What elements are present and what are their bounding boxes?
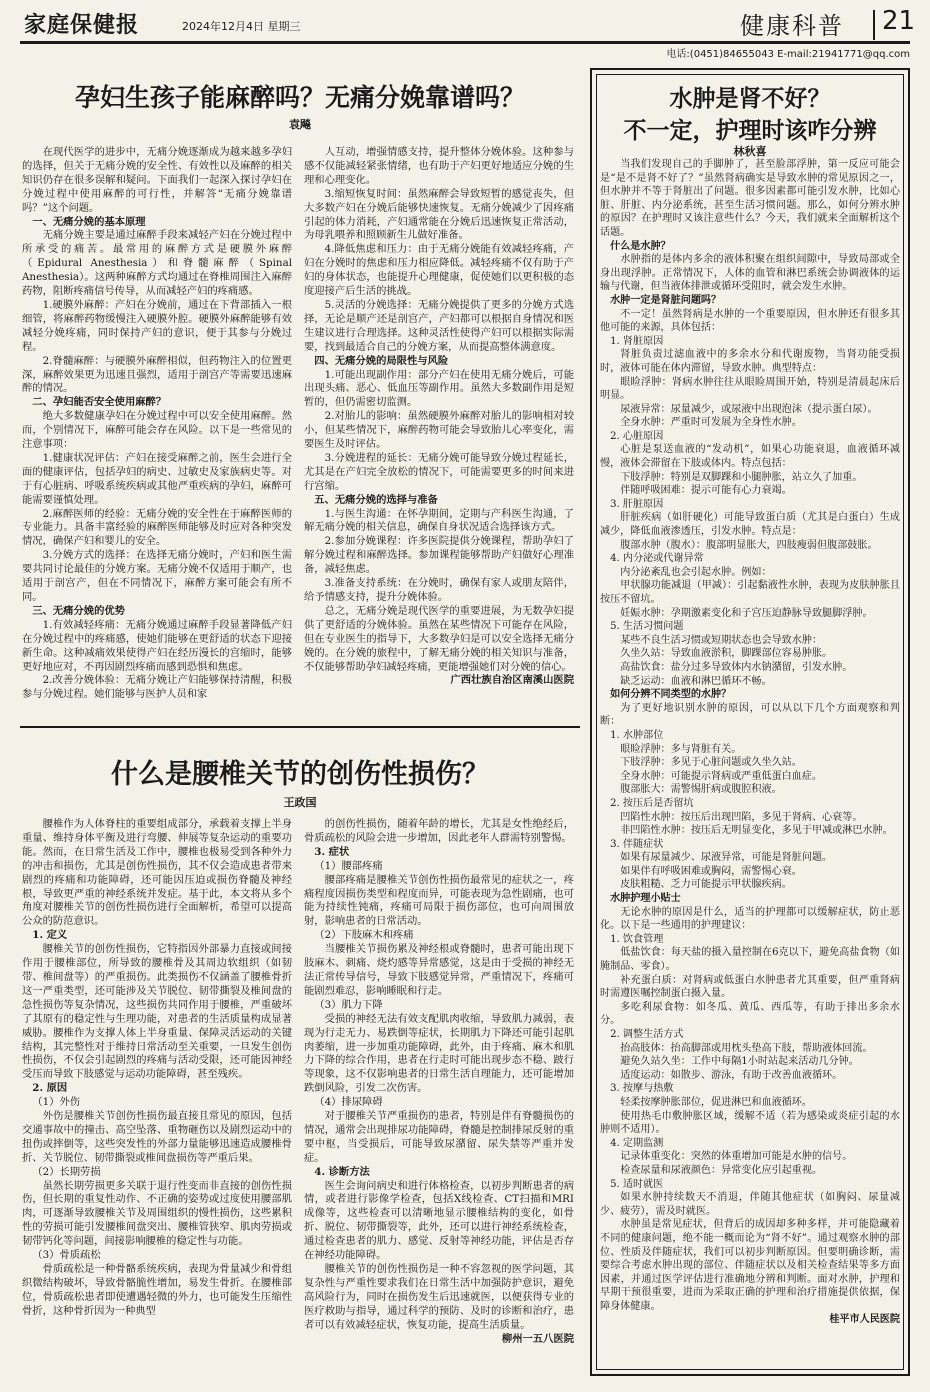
paragraph: 不一定！虽然肾病是水肿的一个重要原因，但水肿还有很多其他可能的来源，具体包括： — [600, 308, 900, 334]
sub-heading: （1）外伤 — [32, 1096, 81, 1109]
paragraph: 人互动，增强情感支持，提升整体分娩体验。这种参与感不仅能减轻紧张情绪，也有助于产妇更好地适应分娩的生理和心理变化。 — [304, 146, 574, 186]
paragraph: 腰椎作为人体脊柱的重要组成部分，承载着支撑上半身重量、维持身体平衡及进行弯腰、伸展等复杂运动的重要功能。然而，在日常生活及工作中，腰椎也极易受到各种外力的冲击和损伤，尤其是创伤性损伤，其不仅会造成患者带来剧烈的疼痛和功能障碍，还可能因压迫或损伤脊髓及神经根，导致更严重的神经系统并发症。基于此，本文将从多个角度对腰椎关节的创伤性损伤进行全面解析，希望可以提高公众的防范意识。 — [22, 818, 292, 928]
paragraph: 水肿指的是体内多余的液体积聚在组织间隙中，导致局部或全身出现浮肿。正常情况下，人体的血管和淋巴系统会协调液体的运输与代谢，但当液体排泄或循环受阻时，就会发生水肿。 — [600, 254, 900, 293]
hospital-signature: 柳州一五八医院 — [501, 1332, 574, 1345]
paragraph: 下肢浮肿：多见于心脏问题或久坐久站。 — [620, 757, 802, 769]
paragraph: 尿液异常：尿量减少，或尿液中出现泡沫（提示蛋白尿）。 — [620, 403, 878, 415]
paragraph: 久坐久站：导致血液淤积，脚踝部位容易肿胀。 — [620, 648, 833, 660]
paragraph: 伴随呼吸困难：提示可能有心力衰竭。 — [620, 485, 792, 497]
article-2-column-1 — [22, 818, 292, 1376]
paragraph: 如果伴有呼吸困难或胸闷，需警惕心衰。 — [620, 865, 802, 877]
paragraph: 无论水肿的原因是什么，适当的护理都可以缓解症状，防止恶化。以下是一些通用的护理建议： — [600, 906, 900, 932]
section-heading: 1. 定义 — [32, 929, 68, 942]
paragraph: 3.分娩方式的选择：在选择无痛分娩时，产妇和医生需要共同讨论最佳的分娩方案。无痛分娩不仅适用于顺产，也适用于剖宫产，但在不同情况下，麻醉方案可能会有所不同。 — [22, 549, 292, 603]
sub-heading: 5. 适时就医 — [610, 1178, 664, 1190]
article-3-column — [600, 158, 900, 1368]
paragraph: 全身水肿：可能提示肾病或严重低蛋白血症。 — [620, 770, 823, 782]
paragraph: 眼睑浮肿：肾病水肿往往从眼睑周围开始，特别是清晨起床后明显。 — [600, 376, 900, 402]
paragraph: 1.可能出现副作用：部分产妇在使用无痛分娩后，可能出现头痛、恶心、低血压等副作用。虽然大多数副作用是短暂的，但仍需密切监测。 — [304, 368, 574, 409]
paragraph: 多吃利尿食物：如冬瓜、黄瓜、西瓜等，有助于排出多余水分。 — [600, 1001, 900, 1027]
paragraph: 肝脏疾病（如肝硬化）可能导致蛋白质（尤其是白蛋白）生成减少，降低血液渗透压，引发水肿。特点是： — [600, 512, 900, 538]
paragraph: 抬高肢体：抬高脚部或用枕头垫高下肢，帮助液体回流。 — [620, 1042, 873, 1054]
paragraph: 2.麻醉医师的经验：无痛分娩的安全性在于麻醉医师的专业能力。具备丰富经验的麻醉医师能够及时应对各种突发情况，确保产妇和婴儿的安全。 — [22, 507, 292, 548]
paragraph: 使用热毛巾敷肿胀区域，缓解不适（若为感染或炎症引起的水肿则不适用）。 — [600, 1110, 900, 1136]
paragraph: 4.降低焦虑和压力：由于无痛分娩能有效减轻疼痛，产妇在分娩时的焦虑和压力相应降低。减轻疼痛不仅有助于产妇的身体状态，也能提升心理健康，促使她们以更积极的态度迎接产后生活的挑战。 — [304, 243, 574, 298]
sub-heading: 5. 生活习惯问题 — [610, 621, 684, 633]
paragraph: 3.缩短恢复时间：虽然麻醉会导致短暂的感觉丧失，但大多数产妇在分娩后能够快速恢复。无痛分娩减少了因疼痛引起的体力消耗，产妇通常能在分娩后迅速恢复正常活动，为母乳喂养和照顾新生儿做好准备。 — [304, 187, 574, 242]
article-3-title-line-1: 水肿是肾不好？ — [669, 85, 831, 112]
article-2-column-2 — [304, 818, 574, 1376]
paragraph: 如果水肿持续数天不消退，伴随其他症状（如胸闷、尿量减少、疲劳），需及时就医。 — [600, 1192, 900, 1217]
hospital-signature: 广西壮族自治区南溪山医院 — [450, 674, 574, 687]
section-heading: 4. 诊断方法 — [314, 1165, 370, 1178]
paragraph: 肾脏负责过滤血液中的多余水分和代谢废物，当肾功能受损时，液体可能在体内滞留，导致水肿。典型特点： — [600, 349, 900, 374]
paragraph: 总之，无痛分娩是现代医学的重要进展，为无数孕妇提供了更舒适的分娩体验。虽然在某些情况下可能存在风险，但在专业医生的指导下，大多数孕妇是可以安全选择无痛分娩的。在分娩的旅程中，了解无痛分娩的相关知识与准备，不仅能够帮助孕妇减轻疼痛，更能增强她们对分娩的信心。 — [304, 604, 574, 673]
sub-heading: 1. 水肿部位 — [610, 729, 664, 741]
sub-heading: 2. 调整生活方式 — [610, 1029, 684, 1040]
sub-heading: （3）骨质疏松 — [32, 1249, 101, 1262]
sub-heading: 1. 肾脏原因 — [610, 335, 664, 347]
sub-heading: （2）下肢麻木和疼痛 — [314, 929, 414, 942]
paragraph: 检查尿量和尿液颜色：异常变化应引起重视。 — [620, 1164, 823, 1176]
sub-heading: （1）腰部疼痛 — [314, 859, 383, 872]
issue-date: 2024年12月4日 星期三 — [182, 20, 301, 33]
paragraph: 5.灵活的分娩选择：无痛分娩提供了更多的分娩方式选择，无论是顺产还是剖宫产，产妇都可以根据自身情况和医生建议进行合理选择。这种灵活性使得产妇可以根据实际需要，找到最适合自己的分娩方案，从而提高整体满意度。 — [304, 298, 574, 353]
sub-heading: 3. 按摩与热敷 — [610, 1083, 674, 1095]
paragraph: 眼睑浮肿：多与肾脏有关。 — [620, 743, 742, 755]
sub-heading: 1. 饮食管理 — [610, 933, 664, 945]
section-heading: 水肿一定是肾脏问题吗？ — [610, 294, 722, 306]
sub-heading: （2）长期劳损 — [32, 1165, 101, 1178]
sub-heading: （4）排尿障碍 — [314, 1096, 383, 1109]
article-1-column-2 — [304, 146, 574, 720]
article-3-title-line-2: 不一定，护理时该咋分辨 — [623, 117, 877, 144]
paragraph: 2.改善分娩体验：无痛分娩让产妇能够保持清醒，积极参与分娩过程。她们能够与医护人员和家 — [22, 674, 292, 701]
paragraph: 1.与医生沟通：在怀孕期间，定期与产科医生沟通，了解无痛分娩的相关信息，确保自身状况适合选择该方式。 — [304, 507, 574, 534]
masthead-divider — [873, 10, 875, 40]
section-heading: 三、无痛分娩的优势 — [32, 604, 125, 617]
paragraph: 补充蛋白质：对肾病或低蛋白水肿患者尤其重要，但严重肾病时需遵医嘱控制蛋白摄入量。 — [600, 974, 900, 1000]
paragraph: 当我们发现自己的手脚肿了，甚至脸部浮肿，第一反应可能会是“是不是肾不好了？”虽然肾病确实是导致水肿的常见原因之一，但水肿并不等于肾脏出了问题。很多因素都可能引发水肿，比如心脏、肝脏、内分泌系统，甚至生活习惯问题。那么，如何分辨水肿的原因？在护理时又该注意些什么？今天，我们就来全面解析这个话题。 — [600, 159, 900, 238]
paragraph: 外伤是腰椎关节创伤性损伤最直接且常见的原因，包括交通事故中的撞击、高空坠落、重物砸伤以及剧烈运动中的扭伤或摔倒等，这些突发性的外部力量能够迅速造成腰椎骨折、关节脱位、韧带撕裂或椎间盘损伤等严重后果。 — [22, 1110, 292, 1164]
paragraph: 妊娠水肿：孕期激素变化和子宫压迫静脉导致腿脚浮肿。 — [620, 607, 873, 619]
paragraph: 2.参加分娩课程：许多医院提供分娩课程，帮助孕妇了解分娩过程和麻醉选择。参加课程能够帮助产妇做好心理准备，减轻焦虑。 — [304, 535, 574, 576]
section-heading: 五、无痛分娩的选择与准备 — [314, 493, 438, 506]
paragraph: 虽然长期劳损更多关联于退行性变而非直接的创伤性损伤，但长期的重复性动作、不正确的姿势或过度使用腰部肌肉，可逐渐导致腰椎关节及周围组织的慢性损伤，这些累积性的劳损可能引发腰椎间盘突出、腰椎管狭窄、肌肉劳损或韧带钙化等问题，间接影响腰椎的稳定性与功能。 — [22, 1179, 292, 1248]
paragraph: 绝大多数健康孕妇在分娩过程中可以安全使用麻醉。然而，个别情况下，麻醉可能会存在风险。以下是一些常见的注意事项： — [22, 410, 292, 451]
article-divider — [20, 726, 580, 728]
paragraph: 避免久站久坐：工作中每隔1小时站起来活动几分钟。 — [620, 1056, 859, 1068]
paragraph: 全身水肿：严重时可发展为全身性水肿。 — [620, 417, 802, 429]
newspaper-name: 家庭保健报 — [24, 12, 140, 38]
paragraph: 水肿虽是常见症状，但背后的成因却多种多样，并可能隐藏着不同的健康问题，绝不能一概而论为“肾不好”。通过观察水肿的部位、性质及伴随症状，我们可以初步判断原因。但要明确诊断，需要综合考虑水肿出现的部位、伴随症状以及相关检查结果等多方面因素，并通过医学评估进行准确地分辨和判断。面对水肿，护理和早期干预很重要，进而为采取正确的护理和治疗措施提供依据，保障身体健康。 — [600, 1219, 900, 1312]
paragraph: 记录体重变化：突然的体重增加可能是水肿的信号。 — [620, 1151, 853, 1163]
section-heading: 2. 原因 — [32, 1082, 68, 1095]
article-2-author: 王政国 — [283, 796, 317, 809]
paragraph: 1.有效减轻疼痛：无痛分娩通过麻醉手段显著降低产妇在分娩过程中的疼痛感，使她们能够在更舒适的状态下迎接新生命。这种减痛效果使得产妇在经历漫长的宫缩时，能够更好地应对，不再因剧烈疼痛而感到恐惧和焦虑。 — [22, 618, 292, 673]
section-heading: 什么是水肿？ — [610, 240, 671, 252]
paragraph: 当腰椎关节损伤累及神经根或脊髓时，患者可能出现下肢麻木、刺痛、烧灼感等异常感觉，这是由于受损的神经无法正常传导信号，导致下肢感觉异常，严重情况下，疼痛可能剧烈难忍，影响睡眠和行走。 — [304, 943, 574, 997]
section-heading: 二、孕妇能否安全使用麻醉？ — [32, 396, 167, 409]
paragraph: 无痛分娩主要是通过麻醉手段来减轻产妇在分娩过程中所承受的痛苦。最常用的麻醉方式是硬膜外麻醉（Epidural Anesthesia）和脊髓麻醉（Spinal Anesthesia）。这两种麻醉方式均通过在脊椎周围注入麻醉药物，阻断疼痛信号传导，从而减轻产妇的疼痛感。 — [22, 229, 292, 298]
paragraph: 低盐饮食：每天盐的摄入量控制在6克以下，避免高盐食物（如腌制品、零食）。 — [600, 947, 900, 973]
paragraph: 为了更好地识别水肿的原因，可以从以下几个方面观察和判断： — [600, 702, 900, 728]
sub-heading: 4. 内分泌或代谢异常 — [610, 553, 704, 565]
top-rule — [20, 41, 910, 44]
paragraph: 皮肤粗糙、乏力可能提示甲状腺疾病。 — [620, 879, 792, 891]
paragraph: 对于腰椎关节严重损伤的患者，特别是伴有脊髓损伤的情况，通常会出现排尿功能障碍，脊髓是控制排尿反射的重要中枢，当受损后，可能导致尿潴留、尿失禁等严重并发症。 — [304, 1110, 574, 1164]
paragraph: 2.对胎儿的影响：虽然硬膜外麻醉对胎儿的影响相对较小，但某些情况下，麻醉药物可能会导致胎儿心率变化，需要医生及时评估。 — [304, 410, 574, 451]
hospital-signature: 桂平市人民医院 — [829, 1314, 900, 1326]
page-number: 21 — [882, 6, 916, 36]
article-1-author: 袁飚 — [289, 118, 311, 131]
paragraph: 1.硬膜外麻醉：产妇在分娩前，通过在下背部插入一根细管，将麻醉药物缓慢注入硬膜外腔。硬膜外麻醉能够有效减轻分娩疼痛，同时保持产妇的意识，便于其参与分娩过程。 — [22, 298, 292, 353]
paragraph: 凹陷性水肿：按压后出现凹陷，多见于肾病、心衰等。 — [620, 811, 863, 823]
paragraph: 如果有尿量减少、尿液异常，可能是肾脏问题。 — [620, 852, 833, 864]
section-name: 健康科普 — [740, 12, 844, 40]
paragraph: 骨质疏松是一种骨骼系统疾病，表现为骨量减少和骨组织微结构破坏，导致骨骼脆性增加，易发生骨折。在腰椎部位，骨质疏松患者即使遭遇轻微的外力，也可能发生压缩性骨折，这种骨折因为一种典型 — [22, 1263, 292, 1317]
sub-heading: 3. 肝脏原因 — [610, 498, 664, 510]
sub-heading: 4. 定期监测 — [610, 1137, 664, 1149]
article-1-column-1 — [22, 146, 292, 720]
paragraph: 腰椎关节的创伤性损伤，它特指因外部暴力直接或间接作用于腰椎部位，所导致的腰椎骨及其周边软组织（如韧带、椎间盘等）的严重损伤。此类损伤不仅涵盖了腰椎骨折这一严重类型，还可能涉及关节脱位、韧带撕裂及椎间盘的急性损伤等复杂情况，这些损伤共同作用于腰椎，严重破坏了其原有的稳定性与生理功能，对患者的生活质量构成显著威胁。腰椎作为支撑人体上半身重量、保障灵活运动的关键结构，其完整性对于维持日常活动至关重要，一旦发生创伤性损伤，不仅会引起剧烈的疼痛与活动受限，还可能因神经受压而导致下肢感觉与运动功能障碍，甚至残疾。 — [22, 943, 292, 1081]
paragraph: 腹部水肿（腹水）：腹部明显胀大，四肢瘦弱但腹部鼓胀。 — [620, 539, 878, 551]
article-2-title: 什么是腰椎关节的创伤性损伤？ — [111, 759, 489, 790]
paragraph: 轻柔按摩肿胀部位，促进淋巴和血液循环。 — [620, 1096, 812, 1108]
section-heading: 一、无痛分娩的基本原理 — [32, 215, 146, 228]
sub-heading: 2. 按压后是否留坑 — [610, 797, 694, 809]
section-heading: 四、无痛分娩的局限性与风险 — [314, 354, 449, 367]
paragraph: 受损的神经无法有效支配肌肉收缩，导致肌力减弱，表现为行走无力、易跌倒等症状，长期肌力下降还可能引起肌肉萎缩，进一步加重功能障碍，此外，由于疼痛、麻木和肌力下降的综合作用，患者在行走时可能出现步态不稳、跛行等现象，这不仅影响患者的日常生活自理能力，还可能增加跌倒风险，引发二次伤害。 — [304, 1012, 574, 1095]
paragraph: 下肢浮肿：特别是双脚踝和小腿肿胀，站立久了加重。 — [620, 471, 863, 483]
paragraph: 甲状腺功能减退（甲减）：引起黏液性水肿，表现为皮肤肿胀且按压不留坑。 — [600, 580, 900, 605]
paragraph: 腰部疼痛是腰椎关节创伤性损伤最常见的症状之一，疼痛程度因损伤类型和程度而异，可能表现为急性剧痛，也可能为持续性钝痛，疼痛可局限于损伤部位，也可向周围放射，影响患者的日常活动。 — [304, 873, 574, 928]
paragraph: 非凹陷性水肿：按压后无明显变化，多见于甲减或淋巴水肿。 — [620, 825, 893, 837]
paragraph: 高盐饮食：盐分过多导致体内水钠潴留，引发水肿。 — [620, 661, 853, 673]
paragraph: 3.分娩进程的延长：无痛分娩可能导致分娩过程延长，尤其是在产妇完全放松的情况下，可能需要更多的时间来进行宫缩。 — [304, 451, 574, 492]
paragraph: 缺乏运动：血液和淋巴循环不畅。 — [620, 675, 772, 687]
paragraph: 医生会询问病史和进行体格检查，以初步判断患者的病情，或者进行影像学检查，包括X线检查、CT扫描和MRI成像等，这些检查可以清晰地显示腰椎结构的变化，如骨折、脱位、韧带撕裂等，此外，还可以进行神经系统检查，通过检查患者的肌力、感觉、反射等神经功能，评估是否存在神经功能障碍。 — [304, 1179, 574, 1262]
paragraph: 心脏是泵送血液的“发动机”，如果心功能衰退，血液循环减慢，液体会滞留在下肢或体内。特点包括： — [600, 444, 900, 470]
paragraph: 内分泌紊乱也会引起水肿。例如： — [620, 566, 772, 578]
section-heading: 水肿护理小贴士 — [610, 893, 681, 905]
article-3-author: 林秋喜 — [733, 145, 767, 158]
paragraph: 腰椎关节的创伤性损伤是一种不容忽视的医学问题，其复杂性与严重性要求我们在日常生活中加强防护意识，避免高风险行为，同时在损伤发生后迅速就医，以便获得专业的医疗救助与指导，通过科学的预防、及时的诊断和治疗，患者可以有效减轻症状，恢复功能，提高生活质量。 — [304, 1263, 574, 1331]
article-1-title: 孕妇生孩子能麻醉吗？无痛分娩靠谱吗？ — [74, 83, 525, 112]
paragraph: 腹部胀大：需警惕肝病或腹腔积液。 — [620, 784, 782, 796]
paragraph: 某些不良生活习惯或短期状态也会导致水肿： — [620, 634, 823, 646]
paragraph: 2.脊髓麻醉：与硬膜外麻醉相似，但药物注入的位置更深，麻醉效果更为迅速且强烈，适用于剖宫产等需要迅速麻醉的情况。 — [22, 354, 292, 395]
paragraph: 适度运动：如散步、游泳，有助于改善血液循环。 — [620, 1069, 843, 1081]
section-heading: 如何分辨不同类型的水肿？ — [610, 689, 732, 701]
paragraph: 的创伤性损伤，随着年龄的增长，尤其是女性绝经后，骨质疏松的风险会进一步增加，因此老年人群需特别警惕。 — [304, 818, 574, 844]
masthead — [20, 6, 916, 42]
paragraph: 3.准备支持系统：在分娩时，确保有家人或朋友陪伴，给予情感支持，提升分娩体验。 — [304, 577, 574, 603]
paragraph: 在现代医学的进步中，无痛分娩逐渐成为越来越多孕妇的选择，但关于无痛分娩的安全性、有效性以及麻醉的相关知识仍存在很多误解和疑问。下面我们一起深入探讨孕妇在分娩过程中使用麻醉的可行性，并解答“无痛分娩靠谱吗？”这个问题。 — [22, 146, 292, 214]
sub-heading: 3. 伴随症状 — [610, 838, 664, 850]
sub-heading: （3）肌力下降 — [314, 998, 383, 1011]
contact-info: 电话:(0451)84655043 E-mail:21941771@qq.com — [666, 49, 910, 60]
paragraph: 1.健康状况评估：产妇在接受麻醉之前，医生会进行全面的健康评估，包括孕妇的病史、过敏史及家族病史等。对于有心脏病、呼吸系统疾病或其他严重疾病的孕妇，麻醉可能需要谨慎处理。 — [22, 451, 292, 506]
sub-heading: 2. 心脏原因 — [610, 430, 664, 442]
section-heading: 3. 症状 — [314, 845, 350, 858]
